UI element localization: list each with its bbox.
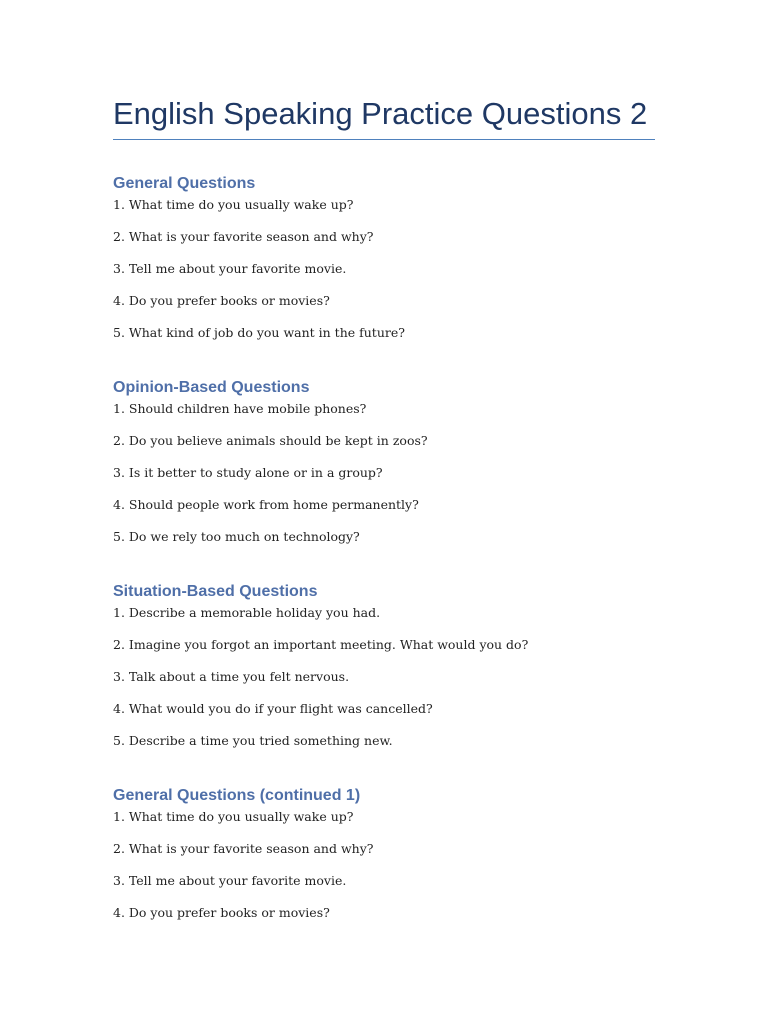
- question-item: 4. Do you prefer books or movies?: [113, 293, 330, 308]
- question-list: [113, 399, 655, 559]
- question-list: [113, 603, 655, 763]
- question-item: 5. What kind of job do you want in the future?: [113, 325, 405, 340]
- section-general-questions: [113, 173, 655, 355]
- section-heading: Situation-Based Questions: [113, 583, 318, 600]
- question-item: 4. Do you prefer books or movies?: [113, 905, 330, 920]
- section-heading: Opinion-Based Questions: [113, 379, 310, 396]
- question-item: 1. What time do you usually wake up?: [113, 197, 354, 212]
- question-item: 3. Is it better to study alone or in a group?: [113, 465, 383, 480]
- question-list: [113, 807, 655, 935]
- section-opinion-based-questions: [113, 377, 655, 559]
- document-title: English Speaking Practice Questions 2: [113, 96, 648, 131]
- question-item: 5. Describe a time you tried something new.: [113, 733, 393, 748]
- question-item: 1. Should children have mobile phones?: [113, 401, 367, 416]
- question-item: 1. What time do you usually wake up?: [113, 809, 354, 824]
- question-item: 4. Should people work from home permanently?: [113, 497, 419, 512]
- question-item: 1. Describe a memorable holiday you had.: [113, 605, 381, 620]
- section-heading: General Questions: [113, 175, 256, 192]
- section-general-questions-continued: [113, 785, 655, 935]
- question-item: 5. Do we rely too much on technology?: [113, 529, 360, 544]
- question-list: [113, 195, 655, 355]
- question-item: 4. What would you do if your flight was cancelled?: [113, 701, 433, 716]
- title-underline: [113, 139, 655, 140]
- section-heading: General Questions (continued 1): [113, 787, 361, 804]
- question-item: 3. Talk about a time you felt nervous.: [113, 669, 350, 684]
- question-item: 2. What is your favorite season and why?: [113, 841, 374, 856]
- question-item: 2. What is your favorite season and why?: [113, 229, 374, 244]
- question-item: 3. Tell me about your favorite movie.: [113, 873, 347, 888]
- section-situation-based-questions: [113, 581, 655, 763]
- question-item: 2. Do you believe animals should be kept in zoos?: [113, 433, 428, 448]
- question-item: 2. Imagine you forgot an important meeting. What would you do?: [113, 637, 529, 652]
- document-page: [113, 95, 655, 935]
- question-item: 3. Tell me about your favorite movie.: [113, 261, 347, 276]
